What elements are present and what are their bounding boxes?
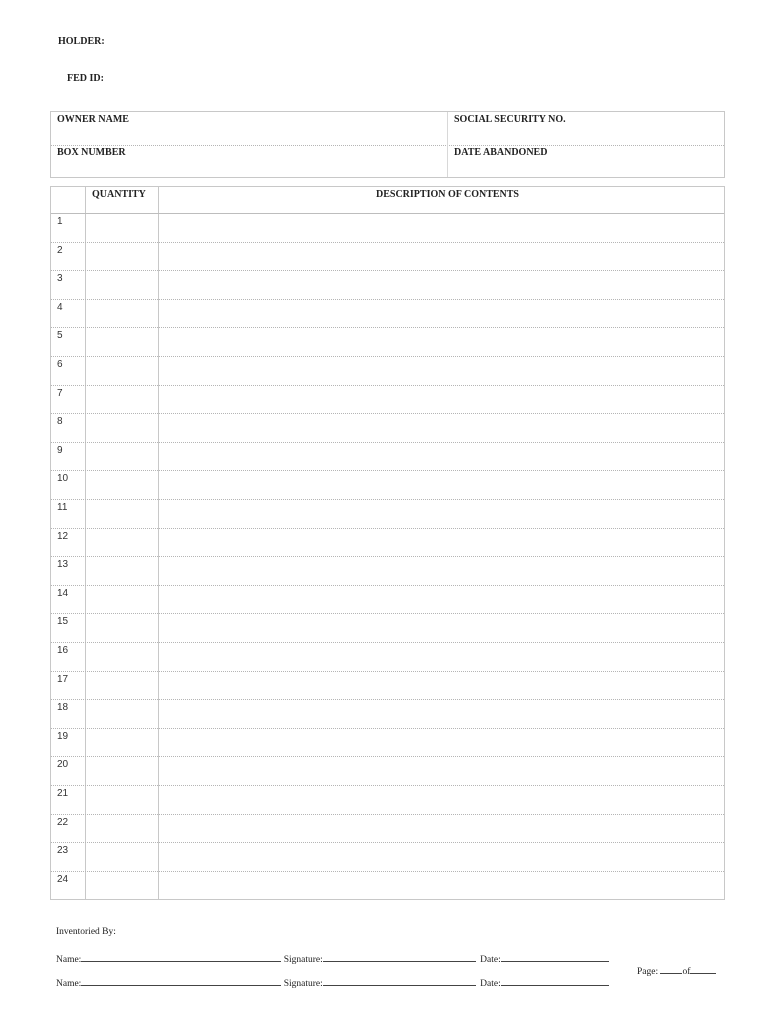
quantity-cell[interactable] — [86, 528, 158, 557]
name-label: Name: — [56, 979, 82, 989]
owner-name-label: OWNER NAME — [57, 114, 129, 125]
description-cell[interactable] — [159, 470, 724, 499]
description-cell[interactable] — [159, 756, 724, 785]
quantity-cell[interactable] — [86, 499, 158, 528]
inventoried-by-label: Inventoried By: — [56, 927, 116, 937]
row-number: 3 — [57, 273, 63, 285]
row-number: 6 — [57, 359, 63, 370]
description-cell[interactable] — [159, 299, 724, 328]
description-cell[interactable] — [159, 442, 724, 471]
row-number: 14 — [57, 587, 69, 599]
date-label: Date: — [480, 955, 501, 965]
row-number: 10 — [57, 473, 69, 485]
row-number: 4 — [57, 301, 63, 313]
owner-box-divider — [51, 145, 724, 146]
quantity-cell[interactable] — [86, 442, 158, 471]
description-cell[interactable] — [159, 242, 724, 271]
row-number: 22 — [57, 816, 69, 828]
inventory-table — [50, 186, 725, 900]
row-number: 15 — [57, 616, 69, 628]
page-total-line[interactable] — [690, 963, 716, 974]
quantity-cell[interactable] — [86, 385, 158, 414]
quantity-cell[interactable] — [86, 671, 158, 700]
owner-info-box — [50, 111, 725, 178]
quantity-cell[interactable] — [86, 814, 158, 843]
row-number: 7 — [57, 387, 63, 399]
box-number-label: BOX NUMBER — [57, 147, 126, 158]
description-cell[interactable] — [159, 528, 724, 557]
row-number: 21 — [57, 788, 69, 799]
quantity-cell[interactable] — [86, 470, 158, 499]
signature-line[interactable] — [323, 975, 476, 986]
date-abandoned-label: DATE ABANDONED — [454, 147, 548, 158]
page-number-line[interactable] — [660, 963, 682, 974]
row-number: 19 — [57, 730, 69, 742]
row-number: 24 — [57, 873, 69, 885]
quantity-cell[interactable] — [86, 871, 158, 900]
quantity-cell[interactable] — [86, 356, 158, 385]
fed-id-label: FED ID: — [67, 73, 104, 84]
of-label: of — [682, 967, 691, 977]
date-line[interactable] — [501, 951, 609, 962]
signature-row-2 — [56, 975, 609, 989]
description-cell[interactable] — [159, 613, 724, 642]
description-cell[interactable] — [159, 728, 724, 757]
description-cell[interactable] — [159, 356, 724, 385]
signature-line[interactable] — [323, 951, 476, 962]
quantity-cell[interactable] — [86, 699, 158, 728]
quantity-cell[interactable] — [86, 842, 158, 871]
description-cell[interactable] — [159, 413, 724, 442]
row-number: 8 — [57, 416, 63, 428]
row-number: 12 — [57, 530, 69, 542]
row-number: 9 — [57, 444, 63, 456]
row-number: 1 — [57, 216, 63, 227]
name-label: Name: — [56, 955, 82, 965]
row-number: 16 — [57, 645, 69, 656]
quantity-cell[interactable] — [86, 785, 158, 814]
quantity-header: QUANTITY — [92, 189, 146, 200]
row-number: 13 — [57, 559, 69, 571]
quantity-cell[interactable] — [86, 413, 158, 442]
description-cell[interactable] — [159, 585, 724, 614]
description-cell[interactable] — [159, 270, 724, 299]
description-cell[interactable] — [159, 842, 724, 871]
owner-box-column-divider — [447, 112, 448, 177]
signature-row-1 — [56, 951, 609, 965]
quantity-cell[interactable] — [86, 213, 158, 242]
description-cell[interactable] — [159, 642, 724, 671]
name-line[interactable] — [81, 975, 281, 986]
description-cell[interactable] — [159, 785, 724, 814]
quantity-cell[interactable] — [86, 613, 158, 642]
quantity-cell[interactable] — [86, 327, 158, 356]
description-header: DESCRIPTION OF CONTENTS — [376, 189, 519, 200]
quantity-cell[interactable] — [86, 299, 158, 328]
row-number: 11 — [57, 502, 68, 513]
description-cell[interactable] — [159, 213, 724, 242]
quantity-cell[interactable] — [86, 756, 158, 785]
quantity-cell[interactable] — [86, 642, 158, 671]
row-number: 18 — [57, 702, 69, 714]
row-number: 2 — [57, 244, 63, 256]
page-label: Page: — [637, 967, 659, 977]
description-cell[interactable] — [159, 556, 724, 585]
date-label: Date: — [480, 979, 501, 989]
ssn-label: SOCIAL SECURITY NO. — [454, 114, 566, 125]
description-cell[interactable] — [159, 327, 724, 356]
row-number: 5 — [57, 330, 63, 342]
description-cell[interactable] — [159, 671, 724, 700]
date-line[interactable] — [501, 975, 609, 986]
quantity-cell[interactable] — [86, 270, 158, 299]
description-cell[interactable] — [159, 499, 724, 528]
signature-label: Signature: — [283, 979, 323, 989]
description-cell[interactable] — [159, 385, 724, 414]
description-cell[interactable] — [159, 699, 724, 728]
quantity-cell[interactable] — [86, 585, 158, 614]
quantity-cell[interactable] — [86, 556, 158, 585]
description-cell[interactable] — [159, 871, 724, 900]
page-indicator — [637, 963, 716, 977]
name-line[interactable] — [81, 951, 281, 962]
description-cell[interactable] — [159, 814, 724, 843]
quantity-cell[interactable] — [86, 242, 158, 271]
row-number: 20 — [57, 759, 69, 771]
row-number: 17 — [57, 673, 69, 685]
signature-label: Signature: — [283, 955, 323, 965]
holder-label: HOLDER: — [58, 36, 105, 47]
quantity-cell[interactable] — [86, 728, 158, 757]
row-number: 23 — [57, 845, 69, 857]
